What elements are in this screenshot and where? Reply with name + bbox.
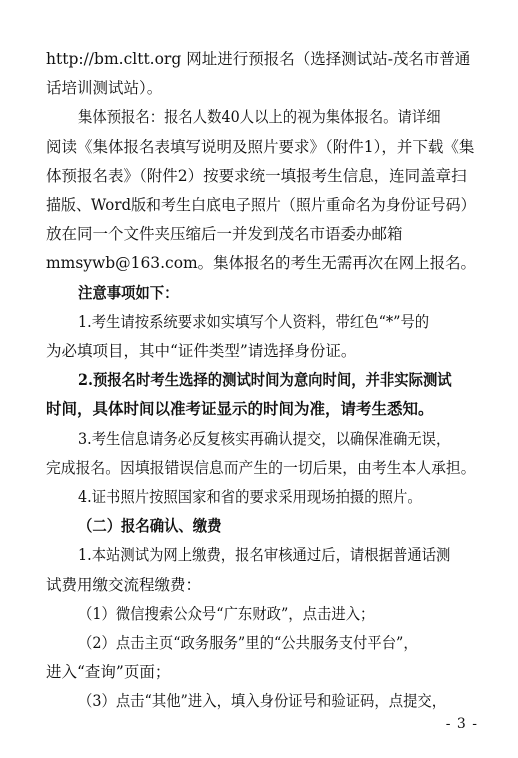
text-line: 为必填项目，其中“证件类型”请选择身份证。 (46, 342, 357, 360)
text-line: 描版、Word版和考生白底电子照片（照片重命名为身份证号码） (46, 196, 476, 214)
text-line: 4.证书照片按照国家和省的要求采用现场拍摄的照片。 (78, 488, 422, 506)
text-line: 2.预报名时考生选择的测试时间为意向时间，并非实际测试 (78, 370, 452, 390)
text-line: 时间，具体时间以准考证显示的时间为准，请考生悉知。 (46, 399, 434, 419)
text-line: 放在同一个文件夹压缩后一并发到茂名市语委办邮箱 (46, 225, 403, 244)
text-line: mmsywb@163.com。集体报名的考生无需再次在网上报名。 (46, 254, 477, 273)
text-line: 体预报名表》（附件2）按要求统一填报考生信息，连同盖章扫 (46, 166, 467, 185)
page-number: - 3 - (445, 716, 478, 732)
text-line: 话培训测试站）。 (46, 79, 163, 98)
text-line: http://bm.cltt.org 网址进行预报名（选择测试站-茂名市普通 (46, 50, 471, 68)
text-line: 注意事项如下： (78, 282, 179, 302)
text-line: 阅读《集体报名表填写说明及照片要求》（附件1），并下载《集 (46, 137, 475, 156)
text-line: （2）点击主页“政务服务”里的“公共服务支付平台”， (78, 634, 418, 652)
text-line: （1）微信搜索公众号“广东财政”，点击进入； (78, 604, 375, 623)
text-line: 进入“查询”页面； (46, 663, 171, 682)
text-line: 3.考生信息请务必反复核实再确认提交，以确保准确无误， (78, 429, 451, 448)
text-line: （二）报名确认、缴费 (78, 516, 222, 536)
text-line: 集体预报名：报名人数40人以上的视为集体报名。请详细 (78, 108, 441, 127)
text-line: 1.本站测试为网上缴费，报名审核通过后，请根据普通话测 (78, 546, 451, 565)
text-line: 1.考生请按系统要求如实填写个人资料，带红色“*”号的 (78, 312, 430, 331)
text-line: 完成报名。因填报错误信息而产生的一切后果，由考生本人承担。 (46, 458, 476, 477)
text-line: 试费用缴交流程缴费： (46, 575, 202, 594)
text-line: （3）点击“其他”进入，填入身份证号和验证码，点提交， (78, 692, 447, 711)
